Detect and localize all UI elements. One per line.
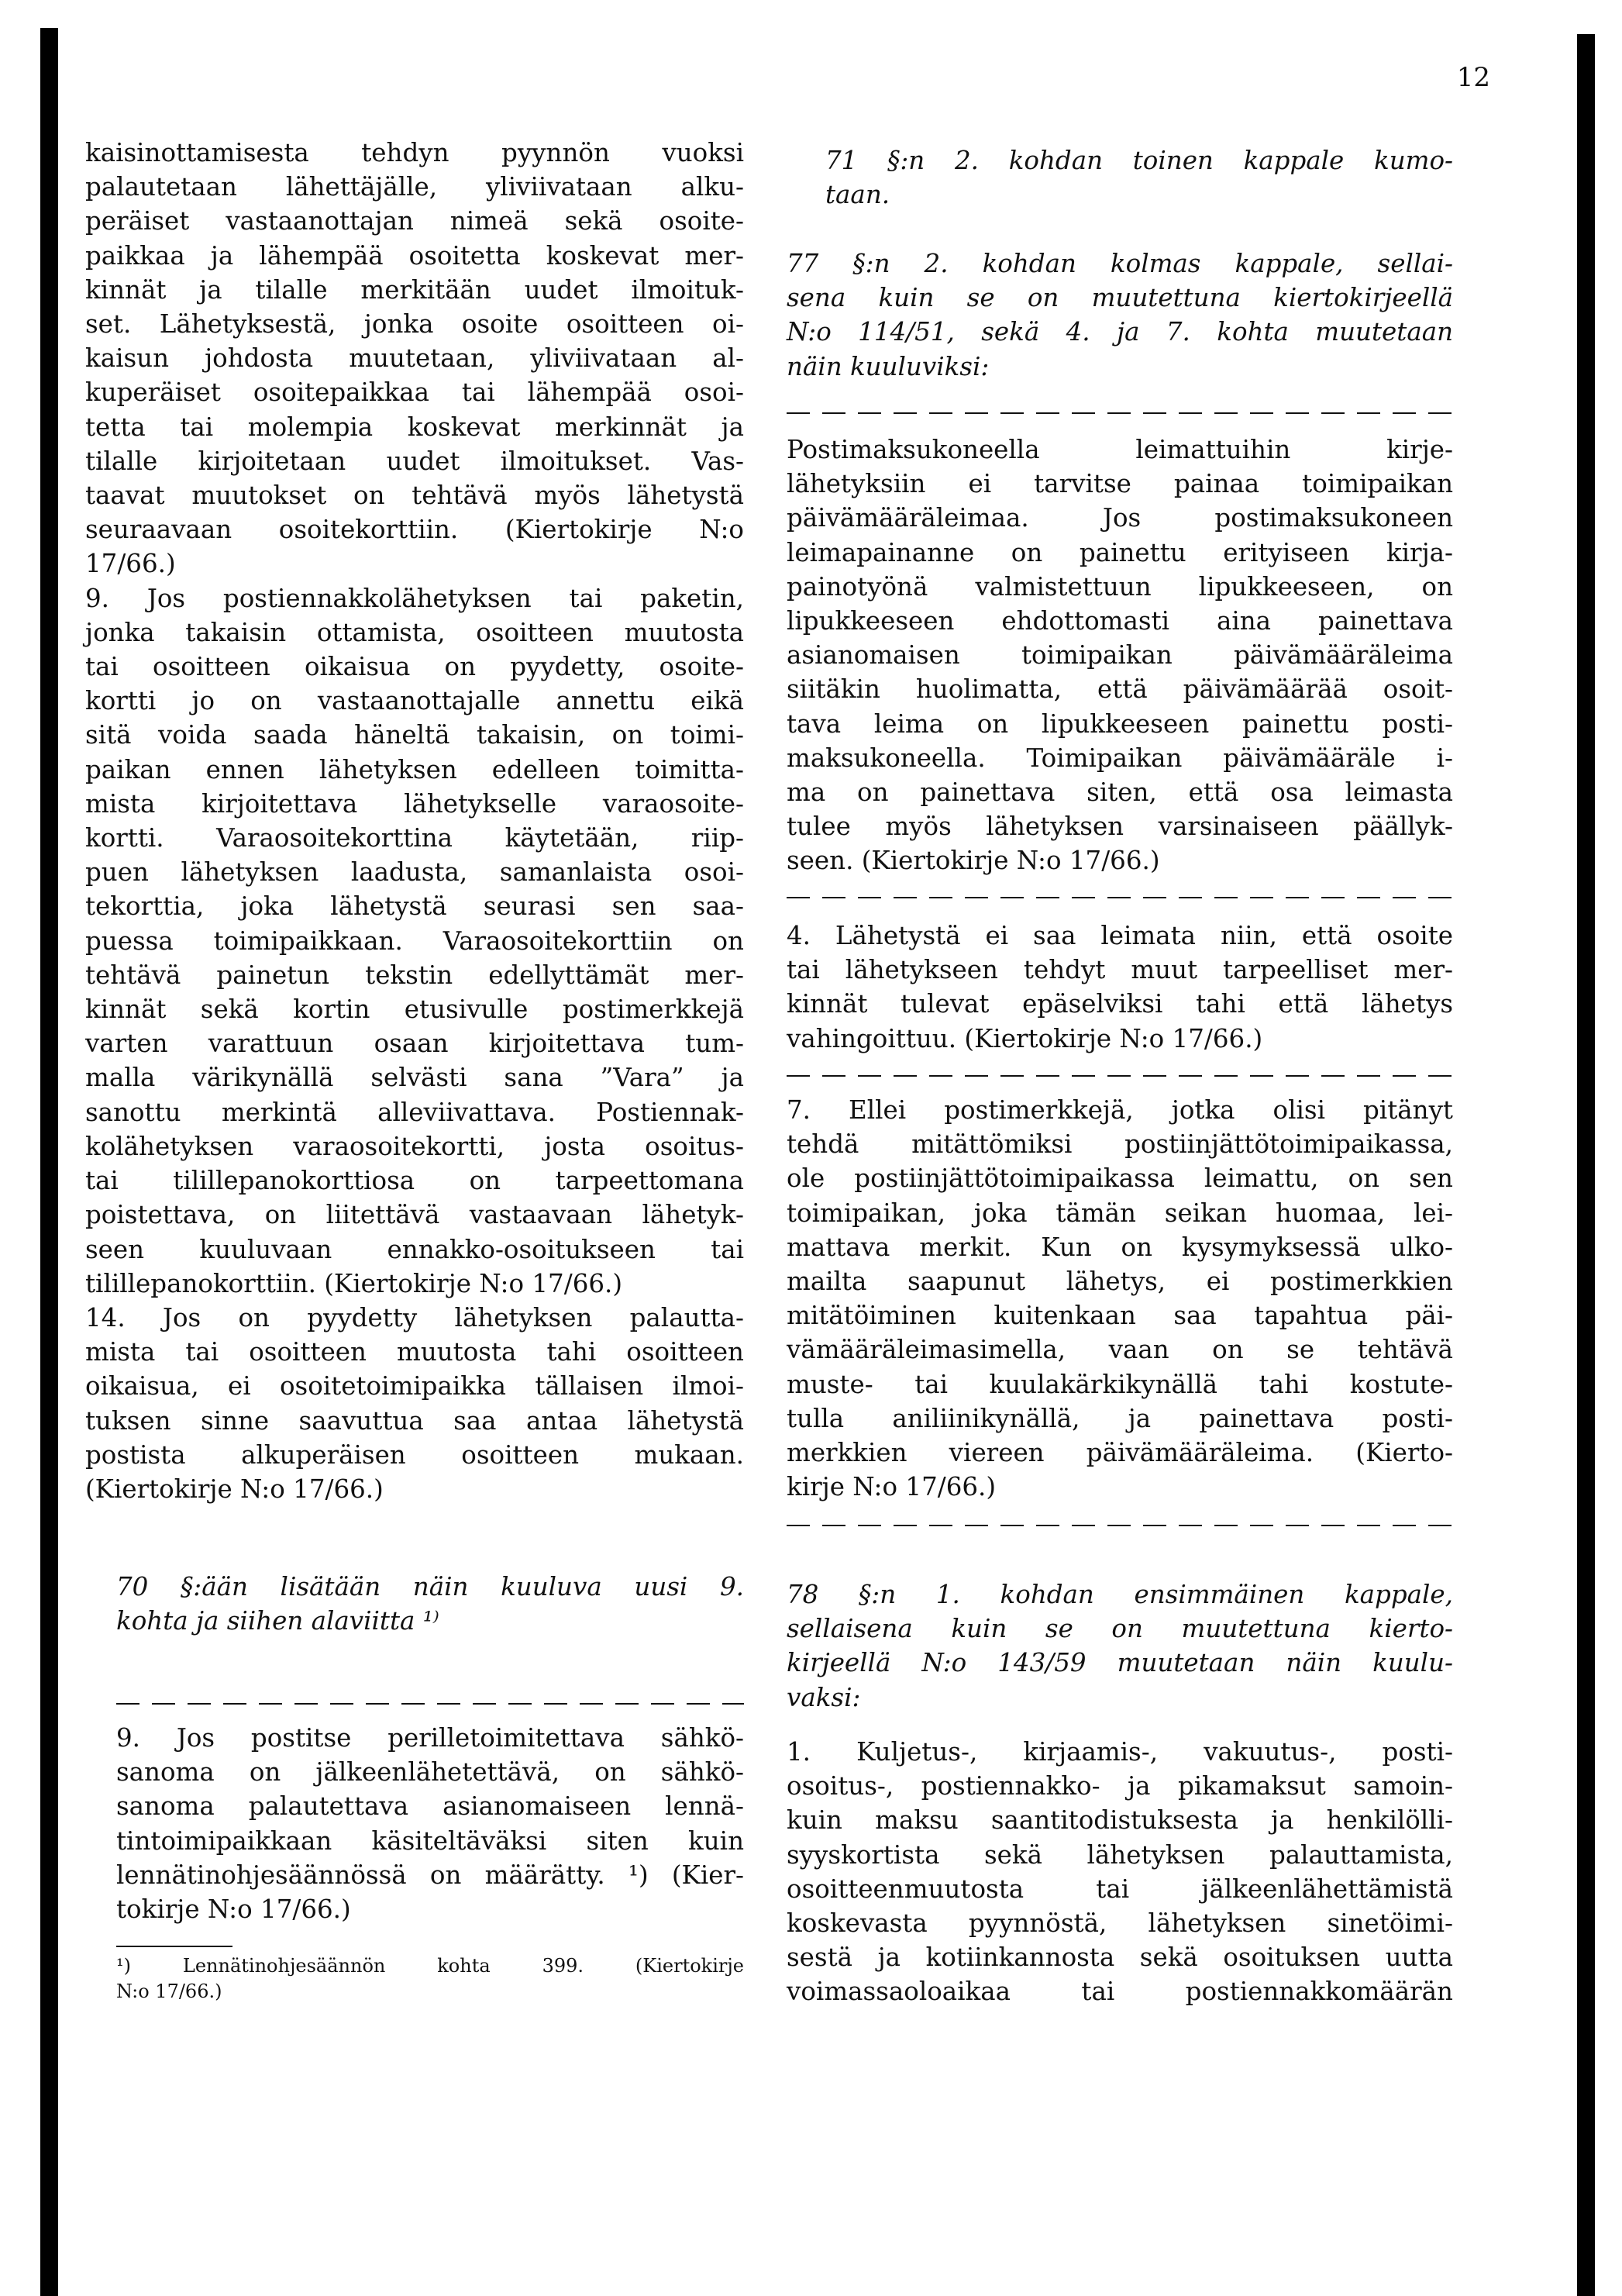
- text-line: taan.: [825, 180, 890, 210]
- text-line: 77 §:n 2. kohdan kolmas kappale, sellai-: [787, 249, 1453, 278]
- text-line: mista tai osoitteen muutosta tahi osoitteen: [85, 1337, 744, 1367]
- text-line: kortti jo on vastaanottajalle annettu eikä: [85, 686, 744, 716]
- text-line: kaisinottamisesta tehdyn pyynnön vuoksi: [85, 138, 744, 167]
- text-line: varten varattuun osaan kirjoitettava tum-: [85, 1029, 744, 1059]
- text-line: päivämääräleimaa. Jos postimaksukoneen: [787, 503, 1453, 533]
- text-line: postista alkuperäisen osoitteen mukaan.: [85, 1439, 744, 1470]
- text-line: ole postiinjättötoimipaikassa leimattu, on sen: [787, 1164, 1453, 1194]
- separator-dashes: [116, 1686, 744, 1720]
- text-line: 14. Jos on pyydetty lähetyksen palautta-: [85, 1302, 744, 1332]
- text-line: lennätinohjesäännössä on määrätty. ¹) (Kier-: [116, 1860, 744, 1890]
- text-line: taavat muutokset on tehtävä myös lähetystä: [85, 481, 744, 511]
- text-line: leimapainanne on painettu erityiseen kirja-: [787, 537, 1453, 567]
- text-line: oikaisua, ei osoitetoimipaikka tällaisen ilmoi-: [85, 1371, 744, 1401]
- text-line: muste- tai kuulakärkikynällä tahi kostute-: [787, 1369, 1453, 1399]
- text-line: osoitus-, postiennakko- ja pikamaksut samoin-: [787, 1771, 1453, 1801]
- text-line: painotyönä valmistettuun lipukkeeseen, on: [787, 571, 1453, 602]
- text-line: siitäkin huolimatta, että päivämäärää osoit-: [787, 674, 1453, 705]
- scan-border-right: [1577, 34, 1595, 2296]
- text-line: kirje N:o 17/66.): [787, 1472, 997, 1502]
- page-number: 12: [1456, 62, 1490, 93]
- text-line: 1. Kuljetus-, kirjaamis-, vakuutus-, posti-: [787, 1737, 1453, 1767]
- left-column-main-text: [85, 136, 744, 1506]
- text-line: tava leima on lipukkeeseen painettu posti-: [787, 708, 1453, 739]
- footnote-rule: [116, 1946, 232, 1947]
- text-line: vaksi:: [787, 1682, 861, 1712]
- text-line: toimipaikan, joka tämän seikan huomaa, lei-: [787, 1198, 1453, 1228]
- text-line: kohta ja siihen alaviitta ¹⁾: [116, 1606, 439, 1636]
- right-heading-78: [787, 1577, 1453, 1715]
- text-line: tehtävä painetun tekstin edellyttämät mer-: [85, 960, 744, 990]
- text-line: mitätöiminen kuitenkaan saa tapahtua päi-: [787, 1301, 1453, 1331]
- text-line: tetta tai molempia koskevat merkinnät ja: [85, 412, 744, 442]
- right-block-item-1: [787, 1735, 1453, 2009]
- text-line: 17/66.): [85, 549, 176, 579]
- text-line: mailta saapunut lähetys, ei postimerkkien: [787, 1267, 1453, 1297]
- text-line: tilillepanokorttiin. (Kiertokirje N:o 17/66.): [85, 1268, 623, 1298]
- text-line: tehdä mitättömiksi postiinjättötoimipaikassa,: [787, 1129, 1453, 1160]
- text-line: tai tilillepanokorttiosa on tarpeettomana: [85, 1166, 744, 1196]
- right-block-item-4: [787, 919, 1453, 1056]
- text-line: koskevasta pyynnöstä, lähetyksen sinetöimi-: [787, 1908, 1453, 1939]
- footnote-block: [116, 1922, 744, 2005]
- scan-border-left: [40, 28, 58, 2296]
- text-line: 78 §:n 1. kohdan ensimmäinen kappale,: [787, 1580, 1453, 1609]
- text-line: sestä ja kotiinkannosta sekä osoituksen uutta: [787, 1943, 1453, 1973]
- text-line: kuin maksu saantitodistuksesta ja henkilölli-: [787, 1805, 1453, 1836]
- text-line: tintoimipaikkaan käsiteltäväksi siten kuin: [116, 1825, 744, 1856]
- text-line: tai osoitteen oikaisua on pyydetty, osoite-: [85, 652, 744, 682]
- text-line: 70 §:ään lisätään näin kuuluva uusi 9.: [116, 1572, 744, 1601]
- text-line: 9. Jos postitse perilletoimitettava sähkö-: [116, 1723, 744, 1753]
- text-line: sellaisena kuin se on muutettuna kierto-: [787, 1614, 1453, 1644]
- text-line: seen kuuluvaan ennakko-osoitukseen tai: [85, 1234, 744, 1264]
- right-block-postimaksukone: [787, 433, 1453, 878]
- text-line: sanoma palautettava asianomaiseen lennä-: [116, 1791, 744, 1822]
- left-section-heading: [116, 1570, 744, 1638]
- text-line: 7. Ellei postimerkkejä, jotka olisi pitänyt: [787, 1095, 1453, 1125]
- text-line: N:o 17/66.): [116, 1981, 222, 2002]
- text-line: tai lähetykseen tehdyt muut tarpeelliset mer-: [787, 955, 1453, 985]
- text-line: mista kirjoitettava lähetykselle varaosoite-: [85, 788, 744, 819]
- separator-dashes: [787, 1508, 1453, 1542]
- text-line: seen. (Kiertokirje N:o 17/66.): [787, 846, 1160, 876]
- text-line: paikkaa ja lähempää osoitetta koskevat mer-: [85, 240, 744, 271]
- text-line: tuksen sinne saavuttua saa antaa lähetystä: [85, 1405, 744, 1436]
- text-line: 9. Jos postiennakkolähetyksen tai paketin,: [85, 583, 744, 613]
- right-heading-77: [787, 246, 1453, 384]
- text-line: poistettava, on liitettävä vastaavaan lähetyk-: [85, 1200, 744, 1230]
- text-line: ¹) Lennätinohjesäännön kohta 399. (Kiertokirje: [116, 1955, 744, 1977]
- footnote-text: [116, 1953, 744, 2005]
- text-line: set. Lähetyksestä, jonka osoite osoitteen oi-: [85, 309, 744, 340]
- text-line: syyskortista sekä lähetyksen palauttamista,: [787, 1839, 1453, 1870]
- text-line: sanottu merkintä alleviivattava. Postiennak-: [85, 1097, 744, 1127]
- text-line: mattava merkit. Kun on kysymyksessä ulko-: [787, 1232, 1453, 1262]
- text-line: osoitteenmuutosta tai jälkeenlähettämistä: [787, 1874, 1453, 1904]
- text-line: N:o 114/51, sekä 4. ja 7. kohta muutetaan: [787, 317, 1453, 347]
- text-line: tulee myös lähetyksen varsinaiseen päällyk-: [787, 812, 1453, 842]
- text-line: sena kuin se on muutettuna kiertokirjeellä: [787, 283, 1453, 313]
- text-line: malla värikynällä selvästi sana ”Vara” ja: [85, 1063, 744, 1093]
- text-line: kaisun johdosta muutetaan, yliviivataan al-: [85, 343, 744, 374]
- text-line: kortti. Varaosoitekorttina käytetään, riip-: [85, 823, 744, 853]
- text-line: tilalle kirjoitetaan uudet ilmoitukset. Vas-: [85, 446, 744, 476]
- text-line: puen lähetyksen laadusta, samanlaista osoi-: [85, 857, 744, 888]
- separator-dashes: [787, 395, 1453, 429]
- text-line: kinnät ja tilalle merkitään uudet ilmoituk-: [85, 274, 744, 305]
- text-line: maksukoneella. Toimipaikan päivämääräle i-: [787, 743, 1453, 773]
- text-line: ma on painettava siten, että osa leimasta: [787, 777, 1453, 808]
- separator-dashes: [787, 1058, 1453, 1092]
- left-section-body: [116, 1721, 744, 1926]
- text-line: kuperäiset osoitepaikkaa tai lähempää osoi-: [85, 377, 744, 408]
- text-line: kinnät sekä kortin etusivulle postimerkkejä: [85, 995, 744, 1025]
- text-line: asianomaisen toimipaikan päivämääräleima: [787, 640, 1453, 671]
- text-line: jonka takaisin ottamista, osoitteen muutosta: [85, 617, 744, 647]
- text-line: seuraavaan osoitekorttiin. (Kiertokirje N:o: [85, 515, 744, 545]
- text-line: paikan ennen lähetyksen edelleen toimitta-: [85, 754, 744, 784]
- text-line: (Kiertokirje N:o 17/66.): [85, 1474, 384, 1504]
- text-line: 4. Lähetystä ei saa leimata niin, että osoite: [787, 921, 1453, 950]
- text-line: peräiset vastaanottajan nimeä sekä osoite-: [85, 206, 744, 236]
- text-line: kolähetyksen varaosoitekortti, josta osoitus-: [85, 1131, 744, 1161]
- text-line: sitä voida saada häneltä takaisin, on toimi-: [85, 720, 744, 750]
- text-line: lähetyksiin ei tarvitse painaa toimipaikan: [787, 469, 1453, 499]
- right-heading-71: [825, 143, 1453, 212]
- text-line: näin kuuluviksi:: [787, 351, 990, 381]
- text-line: tekorttia, joka lähetystä seurasi sen saa-: [85, 891, 744, 922]
- text-line: lipukkeeseen ehdottomasti aina painettava: [787, 606, 1453, 636]
- text-line: vämääräleimasimella, vaan on se tehtävä: [787, 1335, 1453, 1365]
- text-line: voimassaoloaikaa tai postiennakkomäärän: [787, 1977, 1453, 2007]
- text-line: palautetaan lähettäjälle, yliviivataan alku-: [85, 172, 744, 202]
- text-line: kinnät tulevat epäselviksi tahi että lähetys: [787, 989, 1453, 1019]
- text-line: sanoma on jälkeenlähetettävä, on sähkö-: [116, 1757, 744, 1788]
- text-line: 71 §:n 2. kohdan toinen kappale kumo-: [825, 146, 1453, 175]
- text-line: Postimaksukoneella leimattuihin kirje-: [787, 435, 1453, 464]
- text-line: vahingoittuu. (Kiertokirje N:o 17/66.): [787, 1023, 1263, 1053]
- text-line: kirjeellä N:o 143/59 muutetaan näin kuulu-: [787, 1648, 1453, 1678]
- separator-dashes: [787, 880, 1453, 914]
- text-line: tokirje N:o 17/66.): [116, 1894, 351, 1925]
- text-line: puessa toimipaikkaan. Varaosoitekorttiin on: [85, 926, 744, 956]
- right-block-item-7: [787, 1093, 1453, 1504]
- text-line: tulla aniliinikynällä, ja painettava posti-: [787, 1403, 1453, 1433]
- text-line: merkkien viereen päivämääräleima. (Kierto-: [787, 1438, 1453, 1468]
